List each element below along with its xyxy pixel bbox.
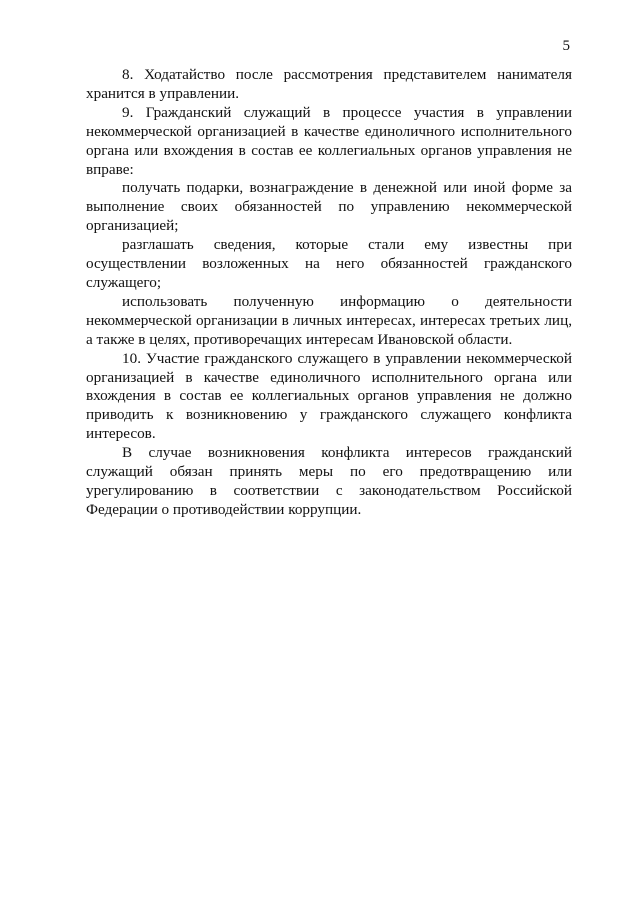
paragraph-9-item-information-use: использовать полученную информацию о деятельности некоммерческой организации в личных интересах, интересах третьих лиц, а также в целях, противоречащих интересам Ивановской области. <box>86 292 572 348</box>
paragraph-conflict-of-interest: В случае возникновения конфликта интересов гражданский служащий обязан принять меры по его предотвращению или урегулированию в соответствии с законодательством Российской Федерации о противодействии коррупции. <box>86 444 572 518</box>
paragraph-9-item-disclosure: разглашать сведения, которые стали ему известны при осуществлении возложенных на него обязанностей гражданского служащего; <box>86 236 572 291</box>
paragraph-9: 9. Гражданский служащий в процессе участия в управлении некоммерческой организацией в качестве единоличного исполнительного органа или вхождения в состав ее коллегиальных органов управления не вправе: <box>86 103 572 178</box>
paragraph-10: 10. Участие гражданского служащего в управлении некоммерческой организацией в качестве единоличного исполнительного органа или вхождения в состав ее коллегиальных органов управления не должно приводить к возникновению у гражданского служащего конфликта интересов. <box>86 349 572 443</box>
paragraph-8: 8. Ходатайство после рассмотрения представителем нанимателя хранится в управлении. <box>86 66 572 102</box>
paragraph-9-item-gifts: получать подарки, вознаграждение в денежной или иной форме за выполнение своих обязанностей по управлению некоммерческой организацией; <box>86 179 572 235</box>
document-body <box>86 66 572 520</box>
page-number: 5 <box>562 38 570 54</box>
